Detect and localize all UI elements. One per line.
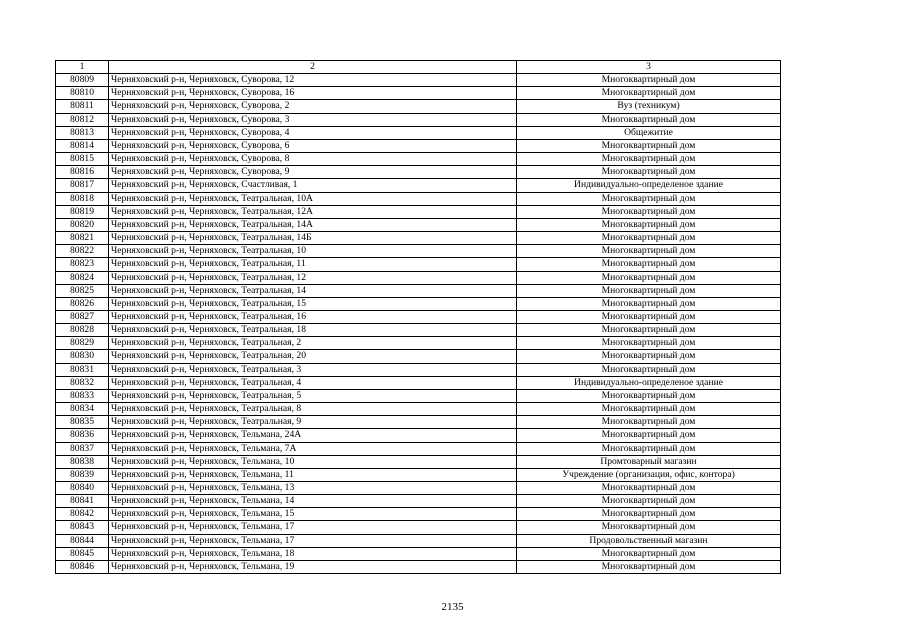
row-id-cell: 80818 bbox=[56, 192, 109, 205]
row-id-cell: 80843 bbox=[56, 521, 109, 534]
row-id-cell: 80825 bbox=[56, 284, 109, 297]
row-id-cell: 80839 bbox=[56, 468, 109, 481]
row-id-cell: 80827 bbox=[56, 310, 109, 323]
row-id-cell: 80809 bbox=[56, 74, 109, 87]
table-row bbox=[56, 534, 781, 547]
row-id-cell: 80826 bbox=[56, 297, 109, 310]
address-cell: Черняховский р-н, Черняховск, Театральная, 3 bbox=[109, 363, 517, 376]
row-id-cell: 80842 bbox=[56, 508, 109, 521]
row-id-cell: 80821 bbox=[56, 232, 109, 245]
row-id-cell: 80845 bbox=[56, 547, 109, 560]
row-id-cell: 80833 bbox=[56, 389, 109, 402]
address-cell: Черняховский р-н, Черняховск, Счастливая, 1 bbox=[109, 179, 517, 192]
address-cell: Черняховский р-н, Черняховск, Тельмана, 24А bbox=[109, 429, 517, 442]
address-cell: Черняховский р-н, Черняховск, Театральная, 12 bbox=[109, 271, 517, 284]
object-type-cell: Учреждение (организация, офис, контора) bbox=[517, 468, 781, 481]
row-id-cell: 80840 bbox=[56, 482, 109, 495]
table-row bbox=[56, 337, 781, 350]
table-row bbox=[56, 310, 781, 323]
table-row bbox=[56, 271, 781, 284]
table-row bbox=[56, 468, 781, 481]
table-row bbox=[56, 74, 781, 87]
object-type-cell: Многоквартирный дом bbox=[517, 284, 781, 297]
table-row bbox=[56, 324, 781, 337]
address-cell: Черняховский р-н, Черняховск, Театральная, 14Б bbox=[109, 232, 517, 245]
row-id-cell: 80814 bbox=[56, 139, 109, 152]
object-type-cell: Многоквартирный дом bbox=[517, 232, 781, 245]
row-id-cell: 80846 bbox=[56, 560, 109, 573]
object-type-cell: Многоквартирный дом bbox=[517, 87, 781, 100]
table-row bbox=[56, 113, 781, 126]
table-row bbox=[56, 192, 781, 205]
address-cell: Черняховский р-н, Черняховск, Театральная, 10 bbox=[109, 245, 517, 258]
table-row bbox=[56, 205, 781, 218]
row-id-cell: 80844 bbox=[56, 534, 109, 547]
address-cell: Черняховский р-н, Черняховск, Суворова, 12 bbox=[109, 74, 517, 87]
row-id-cell: 80819 bbox=[56, 205, 109, 218]
column-header-2: 2 bbox=[109, 61, 517, 74]
object-type-cell: Продовольственный магазин bbox=[517, 534, 781, 547]
table-row bbox=[56, 403, 781, 416]
address-cell: Черняховский р-н, Черняховск, Театральная, 10А bbox=[109, 192, 517, 205]
address-cell: Черняховский р-н, Черняховск, Театральная, 18 bbox=[109, 324, 517, 337]
table-row bbox=[56, 139, 781, 152]
address-cell: Черняховский р-н, Черняховск, Тельмана, 10 bbox=[109, 455, 517, 468]
address-cell: Черняховский р-н, Черняховск, Театральная, 5 bbox=[109, 389, 517, 402]
object-type-cell: Многоквартирный дом bbox=[517, 403, 781, 416]
object-type-cell: Общежитие bbox=[517, 126, 781, 139]
table-header-row bbox=[56, 61, 781, 74]
table-row bbox=[56, 416, 781, 429]
table-row bbox=[56, 455, 781, 468]
row-id-cell: 80810 bbox=[56, 87, 109, 100]
row-id-cell: 80834 bbox=[56, 403, 109, 416]
address-cell: Черняховский р-н, Черняховск, Суворова, 8 bbox=[109, 153, 517, 166]
table-body bbox=[56, 74, 781, 574]
table-row bbox=[56, 258, 781, 271]
object-type-cell: Многоквартирный дом bbox=[517, 482, 781, 495]
row-id-cell: 80822 bbox=[56, 245, 109, 258]
table-row bbox=[56, 376, 781, 389]
address-cell: Черняховский р-н, Черняховск, Тельмана, 7А bbox=[109, 442, 517, 455]
table-row bbox=[56, 100, 781, 113]
address-cell: Черняховский р-н, Черняховск, Театральная, 11 bbox=[109, 258, 517, 271]
table-row bbox=[56, 389, 781, 402]
object-type-cell: Индивидуально-определеное здание bbox=[517, 376, 781, 389]
object-type-cell: Многоквартирный дом bbox=[517, 245, 781, 258]
row-id-cell: 80841 bbox=[56, 495, 109, 508]
address-cell: Черняховский р-н, Черняховск, Театральная, 14А bbox=[109, 218, 517, 231]
row-id-cell: 80838 bbox=[56, 455, 109, 468]
object-type-cell: Многоквартирный дом bbox=[517, 350, 781, 363]
table-row bbox=[56, 153, 781, 166]
object-type-cell: Многоквартирный дом bbox=[517, 521, 781, 534]
object-type-cell: Многоквартирный дом bbox=[517, 166, 781, 179]
address-cell: Черняховский р-н, Черняховск, Тельмана, 17 bbox=[109, 534, 517, 547]
address-cell: Черняховский р-н, Черняховск, Театральная, 2 bbox=[109, 337, 517, 350]
table-row bbox=[56, 560, 781, 573]
row-id-cell: 80836 bbox=[56, 429, 109, 442]
object-type-cell: Вуз (техникум) bbox=[517, 100, 781, 113]
object-type-cell: Многоквартирный дом bbox=[517, 363, 781, 376]
address-cell: Черняховский р-н, Черняховск, Тельмана, 11 bbox=[109, 468, 517, 481]
object-type-cell: Многоквартирный дом bbox=[517, 310, 781, 323]
object-type-cell: Индивидуально-определеное здание bbox=[517, 179, 781, 192]
object-type-cell: Многоквартирный дом bbox=[517, 508, 781, 521]
row-id-cell: 80837 bbox=[56, 442, 109, 455]
row-id-cell: 80812 bbox=[56, 113, 109, 126]
table-row bbox=[56, 218, 781, 231]
row-id-cell: 80831 bbox=[56, 363, 109, 376]
object-type-cell: Многоквартирный дом bbox=[517, 547, 781, 560]
row-id-cell: 80828 bbox=[56, 324, 109, 337]
object-type-cell: Многоквартирный дом bbox=[517, 337, 781, 350]
address-cell: Черняховский р-н, Черняховск, Театральная, 4 bbox=[109, 376, 517, 389]
object-type-cell: Многоквартирный дом bbox=[517, 560, 781, 573]
row-id-cell: 80817 bbox=[56, 179, 109, 192]
row-id-cell: 80823 bbox=[56, 258, 109, 271]
table-row bbox=[56, 442, 781, 455]
row-id-cell: 80830 bbox=[56, 350, 109, 363]
object-type-cell: Многоквартирный дом bbox=[517, 442, 781, 455]
object-type-cell: Многоквартирный дом bbox=[517, 258, 781, 271]
column-header-3: 3 bbox=[517, 61, 781, 74]
address-table bbox=[55, 60, 781, 574]
table-row bbox=[56, 126, 781, 139]
row-id-cell: 80820 bbox=[56, 218, 109, 231]
row-id-cell: 80835 bbox=[56, 416, 109, 429]
row-id-cell: 80813 bbox=[56, 126, 109, 139]
address-cell: Черняховский р-н, Черняховск, Тельмана, 14 bbox=[109, 495, 517, 508]
address-cell: Черняховский р-н, Черняховск, Суворова, 16 bbox=[109, 87, 517, 100]
table-row bbox=[56, 495, 781, 508]
object-type-cell: Многоквартирный дом bbox=[517, 153, 781, 166]
object-type-cell: Многоквартирный дом bbox=[517, 74, 781, 87]
table-row bbox=[56, 482, 781, 495]
row-id-cell: 80811 bbox=[56, 100, 109, 113]
address-cell: Черняховский р-н, Черняховск, Суворова, 4 bbox=[109, 126, 517, 139]
address-cell: Черняховский р-н, Черняховск, Театральная, 9 bbox=[109, 416, 517, 429]
address-cell: Черняховский р-н, Черняховск, Театральная, 16 bbox=[109, 310, 517, 323]
table-row bbox=[56, 508, 781, 521]
row-id-cell: 80829 bbox=[56, 337, 109, 350]
table-row bbox=[56, 429, 781, 442]
column-header-1: 1 bbox=[56, 61, 109, 74]
row-id-cell: 80832 bbox=[56, 376, 109, 389]
address-cell: Черняховский р-н, Черняховск, Театральная, 8 bbox=[109, 403, 517, 416]
object-type-cell: Многоквартирный дом bbox=[517, 218, 781, 231]
table-row bbox=[56, 87, 781, 100]
address-cell: Черняховский р-н, Черняховск, Суворова, 2 bbox=[109, 100, 517, 113]
table-row bbox=[56, 521, 781, 534]
address-cell: Черняховский р-н, Черняховск, Тельмана, 13 bbox=[109, 482, 517, 495]
row-id-cell: 80815 bbox=[56, 153, 109, 166]
object-type-cell: Промтоварный магазин bbox=[517, 455, 781, 468]
address-cell: Черняховский р-н, Черняховск, Тельмана, 18 bbox=[109, 547, 517, 560]
table-row bbox=[56, 284, 781, 297]
address-cell: Черняховский р-н, Черняховск, Суворова, 6 bbox=[109, 139, 517, 152]
address-cell: Черняховский р-н, Черняховск, Театральная, 20 bbox=[109, 350, 517, 363]
address-cell: Черняховский р-н, Черняховск, Тельмана, 15 bbox=[109, 508, 517, 521]
address-cell: Черняховский р-н, Черняховск, Тельмана, 19 bbox=[109, 560, 517, 573]
table-row bbox=[56, 350, 781, 363]
object-type-cell: Многоквартирный дом bbox=[517, 416, 781, 429]
address-cell: Черняховский р-н, Черняховск, Тельмана, 17 bbox=[109, 521, 517, 534]
address-cell: Черняховский р-н, Черняховск, Суворова, 3 bbox=[109, 113, 517, 126]
page-number: 2135 bbox=[441, 601, 464, 613]
object-type-cell: Многоквартирный дом bbox=[517, 429, 781, 442]
row-id-cell: 80816 bbox=[56, 166, 109, 179]
table-row bbox=[56, 166, 781, 179]
table-row bbox=[56, 297, 781, 310]
table-row bbox=[56, 547, 781, 560]
table-row bbox=[56, 232, 781, 245]
address-cell: Черняховский р-н, Черняховск, Театральная, 14 bbox=[109, 284, 517, 297]
address-cell: Черняховский р-н, Черняховск, Театральная, 15 bbox=[109, 297, 517, 310]
object-type-cell: Многоквартирный дом bbox=[517, 192, 781, 205]
table-row bbox=[56, 179, 781, 192]
object-type-cell: Многоквартирный дом bbox=[517, 389, 781, 402]
object-type-cell: Многоквартирный дом bbox=[517, 113, 781, 126]
object-type-cell: Многоквартирный дом bbox=[517, 205, 781, 218]
table-row bbox=[56, 363, 781, 376]
object-type-cell: Многоквартирный дом bbox=[517, 139, 781, 152]
row-id-cell: 80824 bbox=[56, 271, 109, 284]
object-type-cell: Многоквартирный дом bbox=[517, 324, 781, 337]
object-type-cell: Многоквартирный дом bbox=[517, 495, 781, 508]
address-cell: Черняховский р-н, Черняховск, Театральная, 12А bbox=[109, 205, 517, 218]
object-type-cell: Многоквартирный дом bbox=[517, 271, 781, 284]
object-type-cell: Многоквартирный дом bbox=[517, 297, 781, 310]
table-row bbox=[56, 245, 781, 258]
address-cell: Черняховский р-н, Черняховск, Суворова, 9 bbox=[109, 166, 517, 179]
